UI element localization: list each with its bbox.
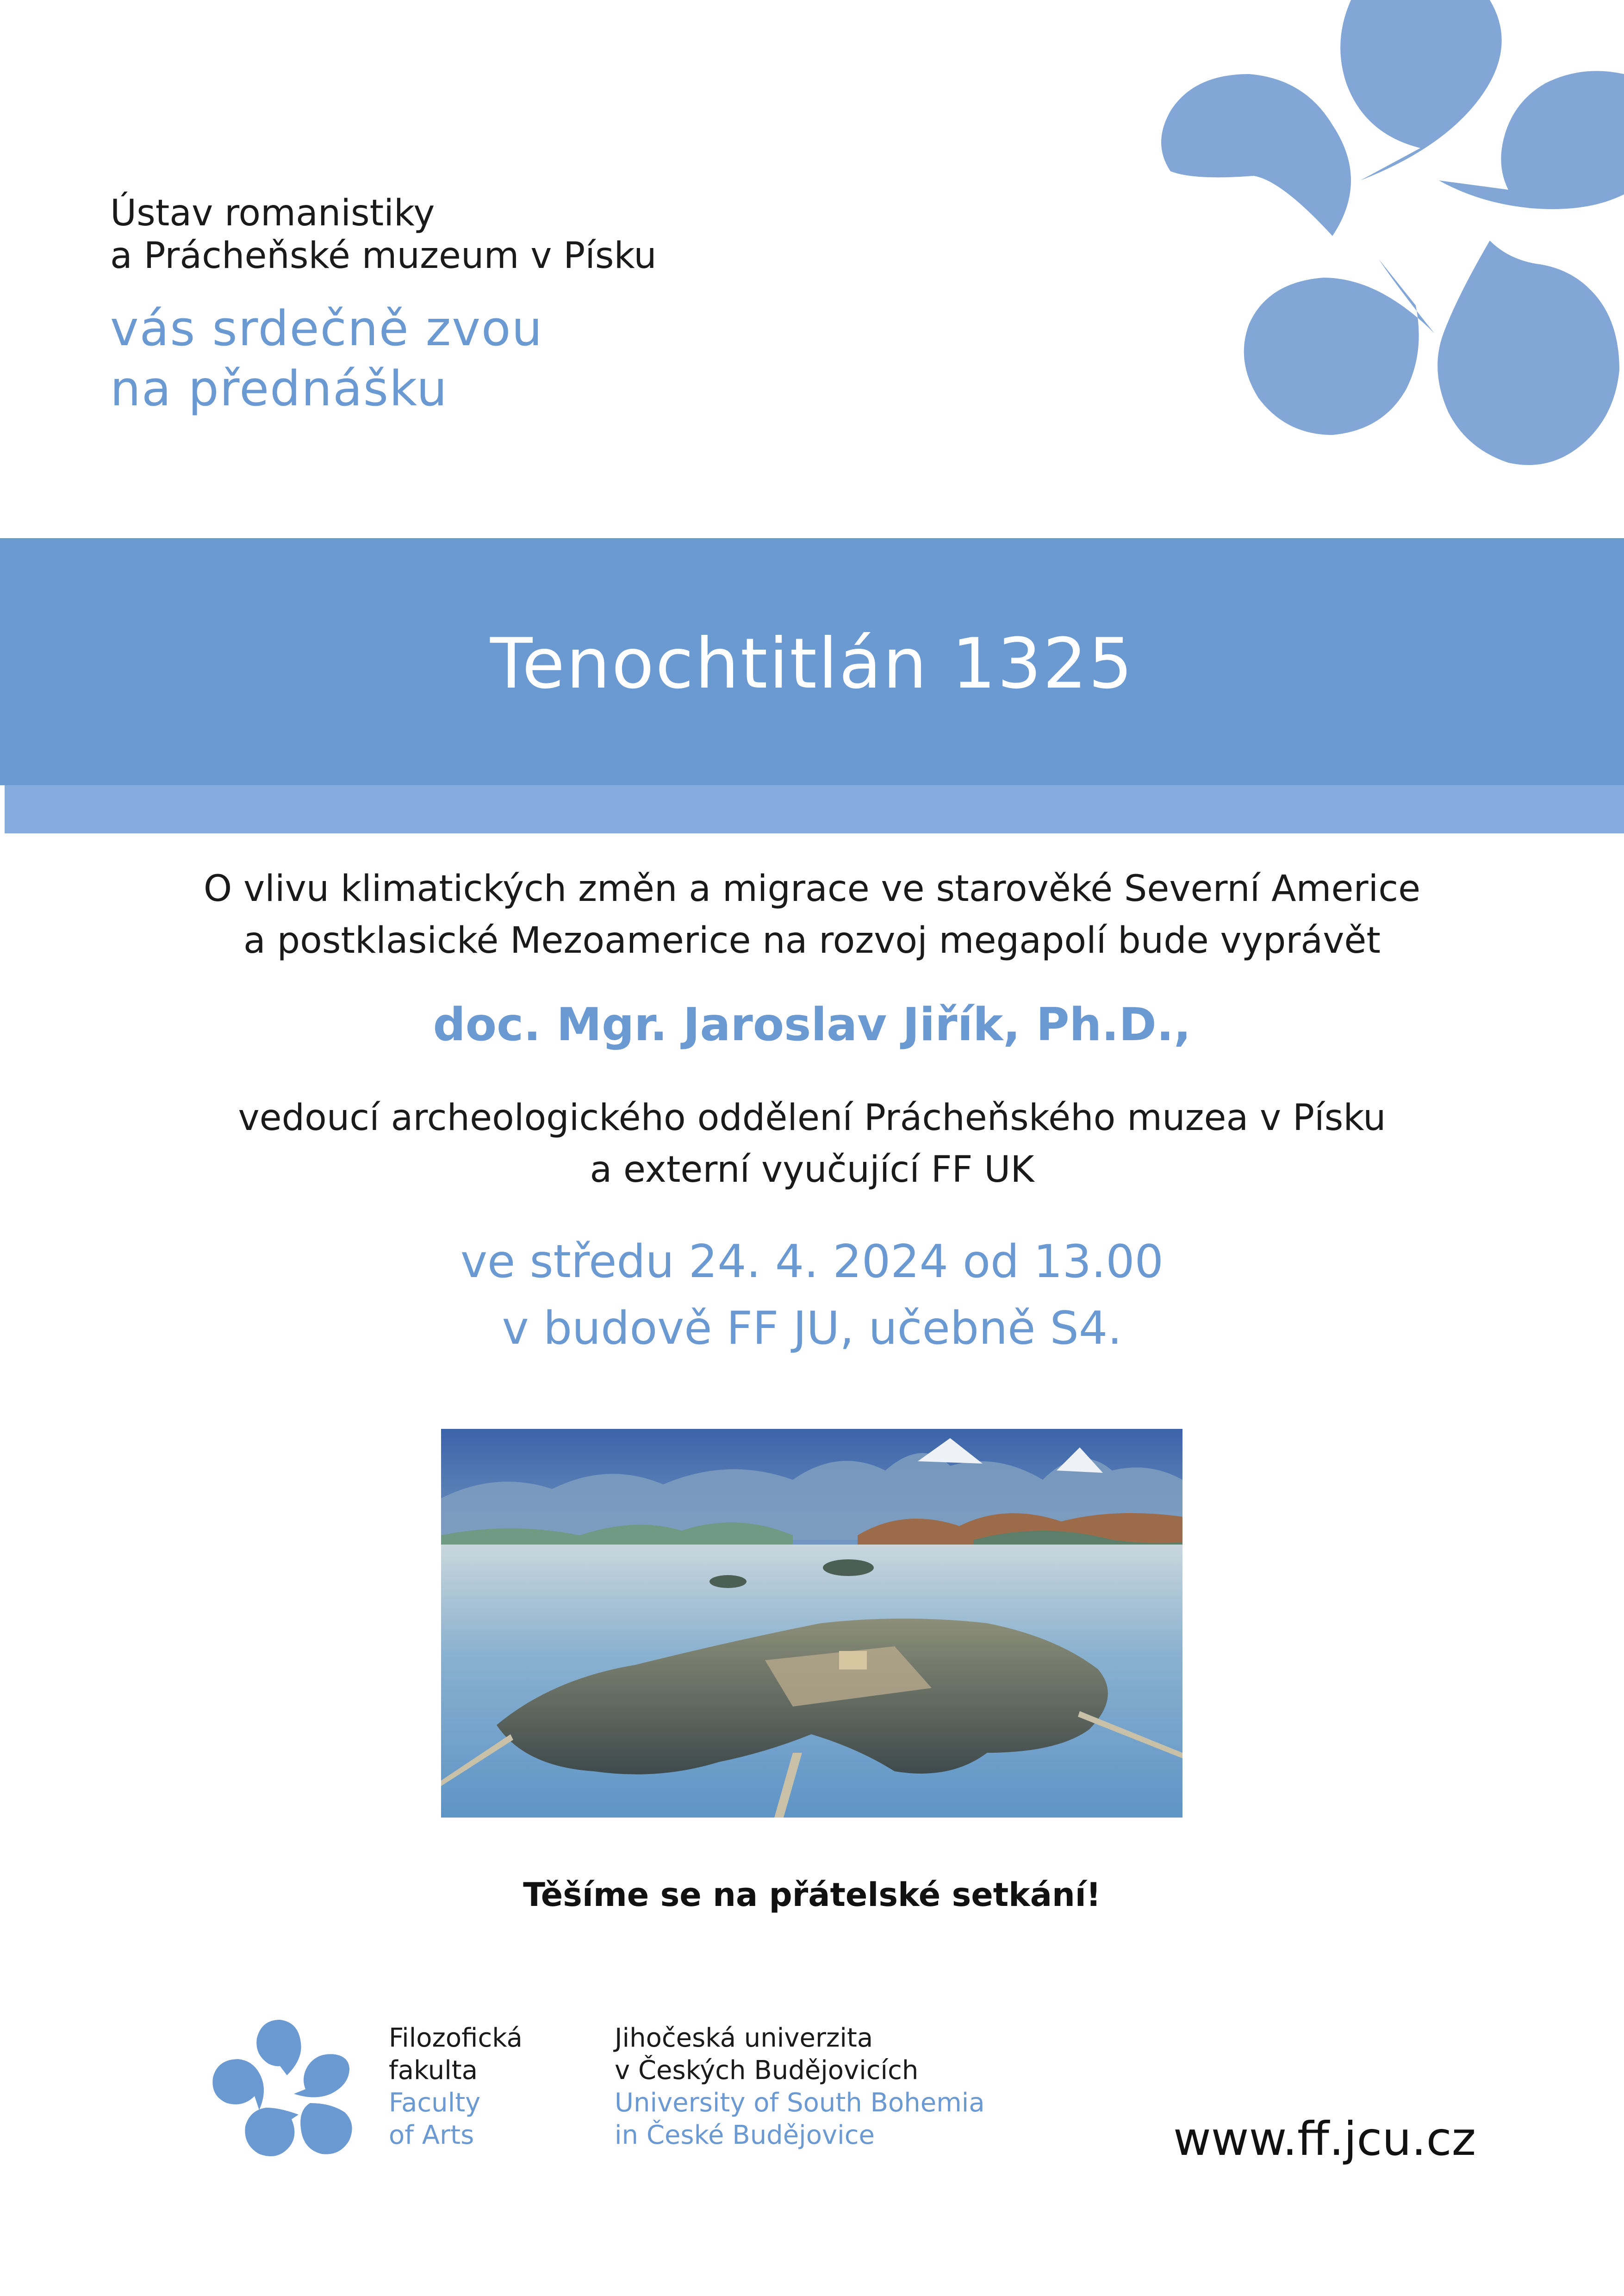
inviter-line: Ústav romanistiky — [110, 192, 435, 234]
website-link[interactable]: www.ff.jcu.cz — [1173, 2112, 1476, 2166]
role-line: vedoucí archeologického oddělení Prácheňského muzea v Písku — [238, 1097, 1386, 1139]
university-name-cz: v Českých Budějovicích — [615, 2055, 919, 2085]
faculty-name-cz: fakulta — [389, 2055, 478, 2085]
faculty-name — [389, 2022, 523, 2152]
closing-message: Těšíme se na přátelské setkání! — [523, 1876, 1101, 1914]
university-name — [615, 2022, 985, 2152]
place-line: v budově FF JU, učebně S4. — [502, 1302, 1122, 1355]
title-band-edge — [0, 785, 5, 833]
invitation-heading — [110, 298, 543, 419]
faculty-name-cz: Filozofická — [389, 2023, 523, 2053]
university-name-en: in České Budějovice — [615, 2120, 875, 2150]
speaker-role — [0, 1092, 1624, 1196]
date-line: ve středu 24. 4. 2024 od 13.00 — [460, 1235, 1164, 1288]
lecture-intro — [0, 863, 1624, 967]
invitation-line: vás srdečně zvou — [110, 300, 543, 357]
tenochtitlan-painting — [441, 1429, 1182, 1818]
invitation-line: na přednášku — [110, 360, 448, 417]
inviter — [110, 192, 657, 277]
title-band-stripe — [0, 785, 1624, 833]
intro-line: a postklasické Mezoamerice na rozvoj megapolí bude vyprávět — [243, 920, 1381, 962]
university-name-en: University of South Bohemia — [615, 2088, 985, 2118]
faculty-name-en: Faculty — [389, 2088, 481, 2118]
faculty-name-en: of Arts — [389, 2120, 474, 2150]
role-line: a externí vyučující FF UK — [590, 1149, 1034, 1191]
inviter-line: a Prácheňské muzeum v Písku — [110, 235, 657, 277]
faculty-flower-logo-icon — [211, 2015, 361, 2163]
lecture-title: Tenochtitlán 1325 — [490, 624, 1134, 704]
university-name-cz: Jihočeská univerzita — [615, 2023, 873, 2053]
speaker-name: doc. Mgr. Jaroslav Jiřík, Ph.D., — [433, 999, 1191, 1051]
intro-line: O vlivu klimatických změn a migrace ve starověké Severní Americe — [203, 868, 1421, 910]
flower-petals-icon — [1101, 0, 1624, 481]
date-and-place — [0, 1229, 1624, 1362]
